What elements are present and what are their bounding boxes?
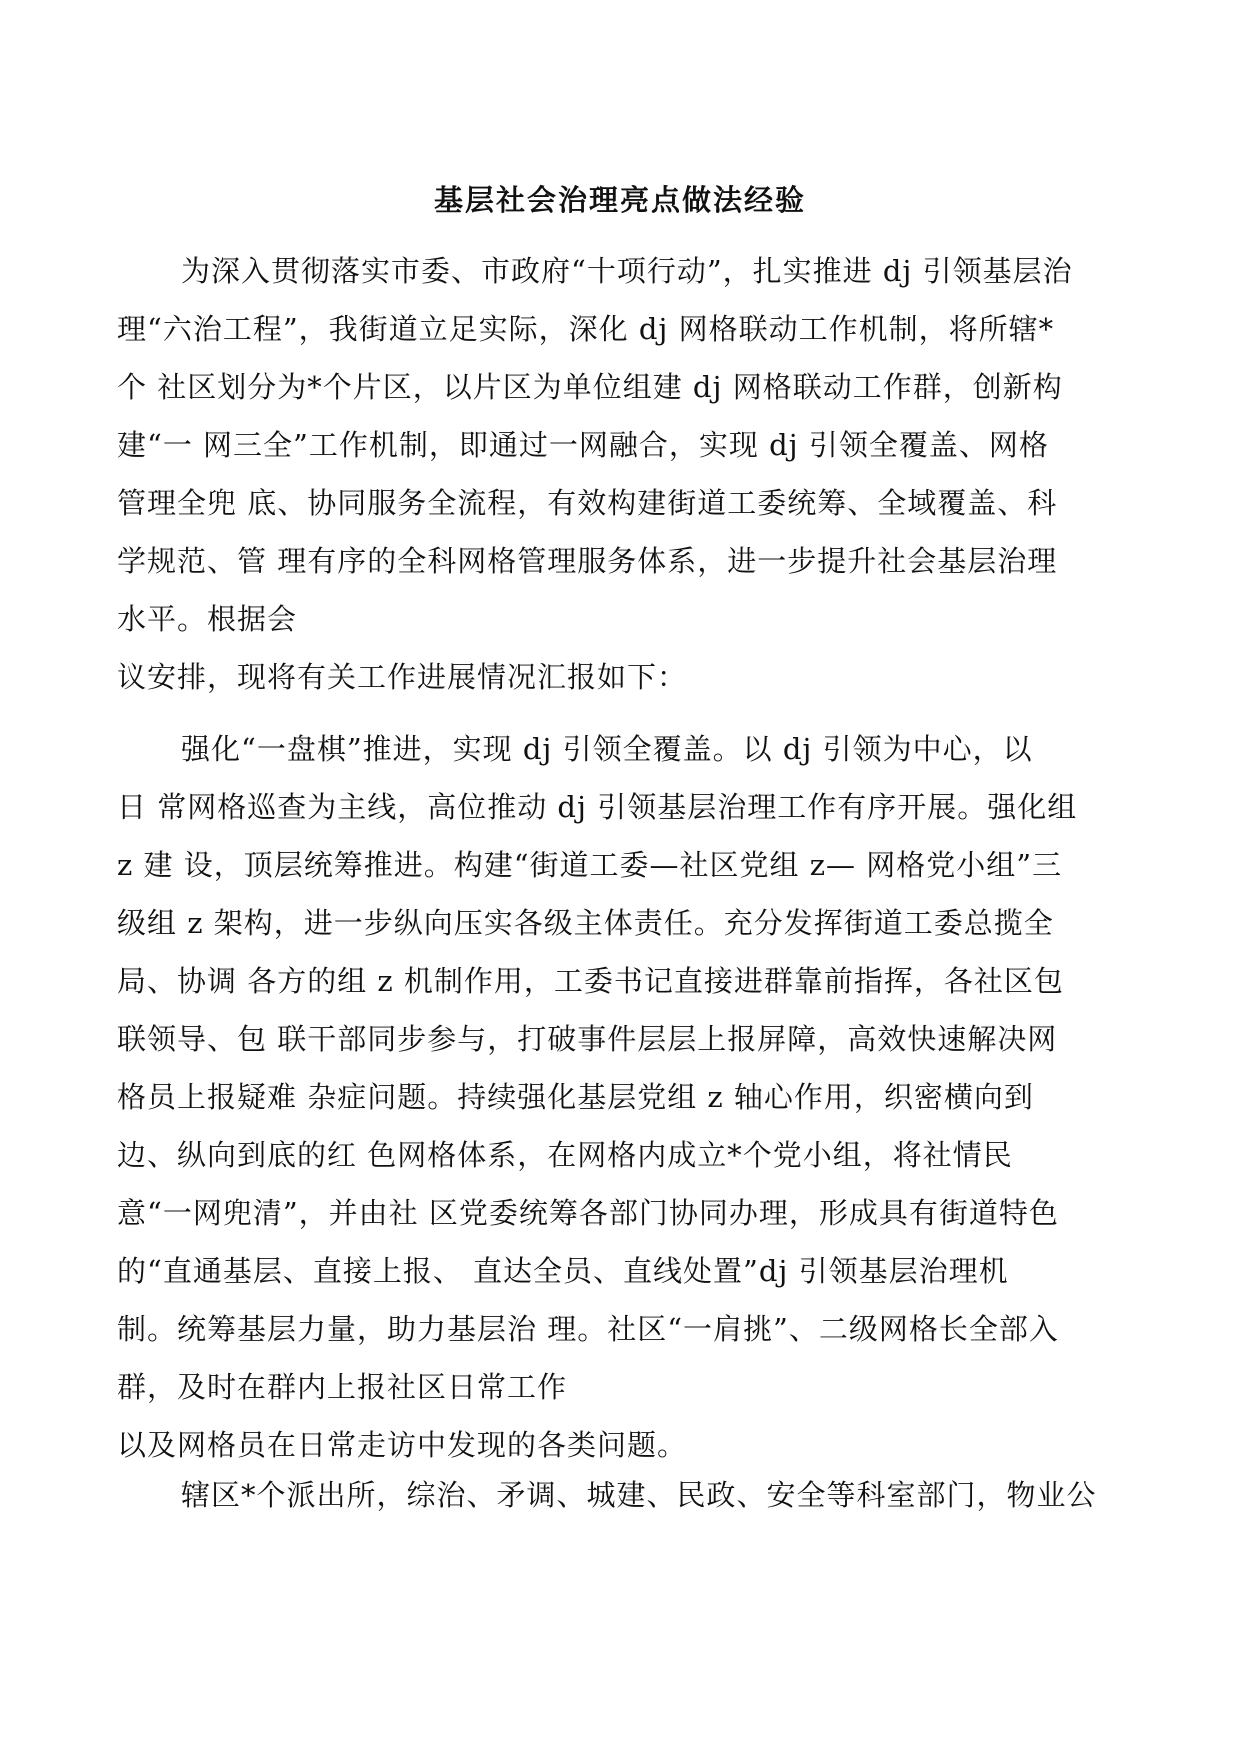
text-line: z 建 设，顶层统筹推进。构建“街道工委—社区党组 z— 网格党小组”三	[117, 848, 1063, 882]
document-title: 基层社会治理亮点做法经验	[433, 183, 806, 217]
text-line: 级组 z 架构，进一步纵向压实各级主体责任。充分发挥街道工委总揽全	[117, 906, 1054, 940]
text-line: 群，及时在群内上报社区日常工作	[117, 1370, 568, 1404]
text-line: 以及网格员在日常走访中发现的各类问题。	[117, 1428, 688, 1462]
text-line: 的“直通基层、直接上报、 直达全员、直线处置”dj 引领基层治理机	[117, 1254, 1009, 1288]
text-line: 意“一网兜清”，并由社 区党委统筹各部门协同办理，形成具有街道特色	[117, 1196, 1059, 1230]
text-line: 理“六治工程”，我街道立足实际，深化 dj 网格联动工作机制，将所辖*	[117, 312, 1055, 346]
text-line: 日 常网格巡查为主线，高位推动 dj 引领基层治理工作有序开展。强化组	[117, 790, 1078, 824]
text-line: 建“一 网三全”工作机制，即通过一网融合，实现 dj 引领全覆盖、网格	[117, 428, 1049, 462]
text-line: 强化“一盘棋”推进，实现 dj 引领全覆盖。以 dj 引领为中心，以	[181, 732, 1033, 766]
paragraph-intro	[117, 242, 1127, 706]
text-line: 个 社区划分为*个片区，以片区为单位组建 dj 网格联动工作群，创新构	[117, 370, 1063, 404]
text-line: 制。统筹基层力量，助力基层治 理。社区“一肩挑”、二级网格长全部入	[117, 1312, 1059, 1346]
text-line: 辖区*个派出所，综治、矛调、城建、民政、安全等科室部门，物业公	[181, 1478, 1097, 1512]
text-line: 格员上报疑难 杂症问题。持续强化基层党组 z 轴心作用，织密横向到	[117, 1080, 1034, 1114]
paragraph-coverage	[117, 720, 1127, 1474]
paragraph-departments	[117, 1466, 1127, 1524]
text-line: 议安排，现将有关工作进展情况汇报如下：	[117, 660, 688, 694]
text-line: 为深入贯彻落实市委、市政府“十项行动”，扎实推进 dj 引领基层治	[181, 254, 1073, 288]
text-line: 联领导、包 联干部同步参与，打破事件层层上报屏障，高效快速解决网	[117, 1022, 1058, 1056]
text-line: 学规范、管 理有序的全科网格管理服务体系，进一步提升社会基层治理	[117, 544, 1058, 578]
text-line: 局、协调 各方的组 z 机制作用，工委书记直接进群靠前指挥，各社区包	[117, 964, 1064, 998]
text-line: 水平。根据会	[117, 602, 298, 636]
text-line: 管理全兜 底、协同服务全流程，有效构建街道工委统筹、全域覆盖、科	[117, 486, 1058, 520]
text-line: 边、纵向到底的红 色网格体系，在网格内成立*个党小组，将社情民	[117, 1138, 1013, 1172]
